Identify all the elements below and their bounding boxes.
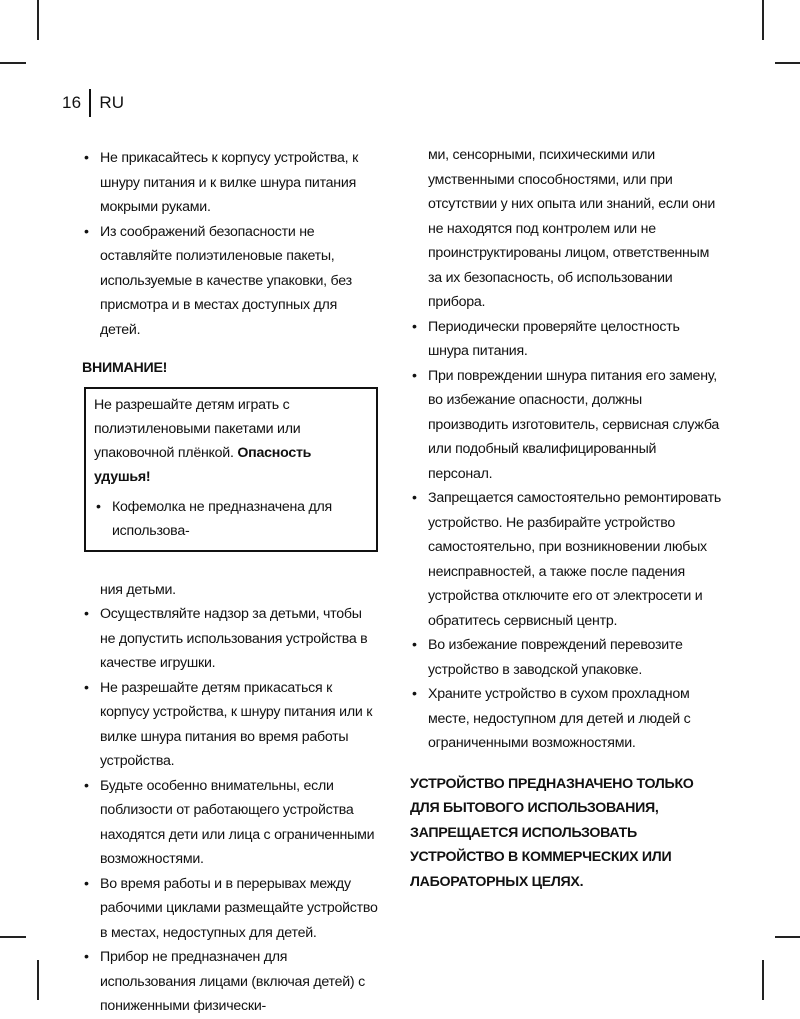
list-item: • Из соображений безопасности не оставляйте полиэтиленовые пакеты, используемые в качестве упаковки, без присмотра и в местах доступных для детей. — [82, 220, 380, 343]
spacer — [82, 552, 380, 578]
language-code: RU — [99, 93, 125, 112]
crop-mark-tr-horizontal — [775, 62, 800, 64]
crop-mark-tl-vertical — [37, 0, 39, 40]
crop-mark-tr-vertical — [762, 0, 764, 40]
left-column — [82, 146, 380, 1019]
household-use-notice: УСТРОЙСТВО ПРЕДНАЗНАЧЕНО ТОЛЬКО ДЛЯ БЫТОВОГО ИСПОЛЬЗОВАНИЯ, ЗАПРЕЩАЕТСЯ ИСПОЛЬЗОВАТЬ УСТРОЙСТВО В КОММЕРЧЕСКИХ ИЛИ ЛАБОРАТОРНЫХ ЦЕЛЯХ. — [410, 775, 694, 890]
warning-heading: ВНИМАНИЕ! — [82, 360, 168, 376]
list-item: • Не разрешайте детям прикасаться к корпусу устройства, к шнуру питания или к вилке шнура питания во время работы устройства. — [82, 676, 380, 774]
crop-mark-br-horizontal — [775, 936, 800, 938]
list-item: • Не прикасайтесь к корпусу устройства, к шнуру питания и к вилке шнура питания мокрыми руками. — [82, 146, 380, 220]
page-header — [62, 90, 124, 116]
page-number: 16 — [62, 93, 82, 112]
safety-list-right — [410, 315, 722, 756]
list-item: • Во время работы и в перерывах между рабочими циклами размещайте устройство в местах, недоступных для детей. — [82, 872, 380, 946]
list-item: • Во избежание повреждений перевозите устройство в заводской упаковке. — [410, 633, 722, 682]
warning-text: Не разрешайте детям играть с полиэтиленовыми пакетами или упаковочной плёнкой. — [94, 396, 301, 461]
warning-text-block — [94, 393, 370, 489]
warning-bold-text: Опасность удушья! — [94, 444, 312, 485]
safety-list-bottom — [82, 602, 380, 1019]
crop-mark-bl-vertical — [37, 960, 39, 1000]
list-item: • При повреждении шнура питания его замену, во избежание опасности, должны производить изготовитель, сервисная служба или подобный квалифицированный персонал. — [410, 364, 722, 487]
list-item: • Периодически проверяйте целостность шнура питания. — [410, 315, 722, 364]
safety-list-top — [82, 146, 380, 342]
list-item: • Будьте особенно внимательны, если поблизости от работающего устройства находятся дети или лица с ограниченными возможностями. — [82, 774, 380, 872]
list-item: • Запрещается самостоятельно ремонтировать устройство. Не разбирайте устройство самостоятельно, при возникновении любых неисправностей, а также после падения устройства отключите его от электросети и обратитесь сервисный центр. — [410, 486, 722, 633]
list-item: • Прибор не предназначен для использования лицами (включая детей) с пониженными физически- — [82, 945, 380, 1019]
warning-list — [94, 495, 370, 544]
crop-mark-br-vertical — [762, 960, 764, 1000]
crop-mark-tl-horizontal — [0, 62, 26, 64]
continuation-text: ми, сенсорными, психическими или умственными способностями, или при отсутствии у них опыта или знаний, если они не находятся под контролем или не проинструктированы лицом, ответственным за их безопасность, об использовании прибора. — [428, 147, 716, 310]
warning-bullet: • Кофемолка не предназначена для использова- — [94, 495, 370, 544]
right-column — [410, 143, 722, 894]
crop-mark-bl-horizontal — [0, 936, 26, 938]
warning-bullet-continuation: ния детьми. — [100, 581, 176, 598]
list-item: • Осуществляйте надзор за детьми, чтобы не допустить использования устройства в качестве игрушки. — [82, 602, 380, 676]
list-item: • Храните устройство в сухом прохладном месте, недоступном для детей и людей с ограниченными возможностями. — [410, 682, 722, 756]
warning-box — [84, 387, 378, 552]
